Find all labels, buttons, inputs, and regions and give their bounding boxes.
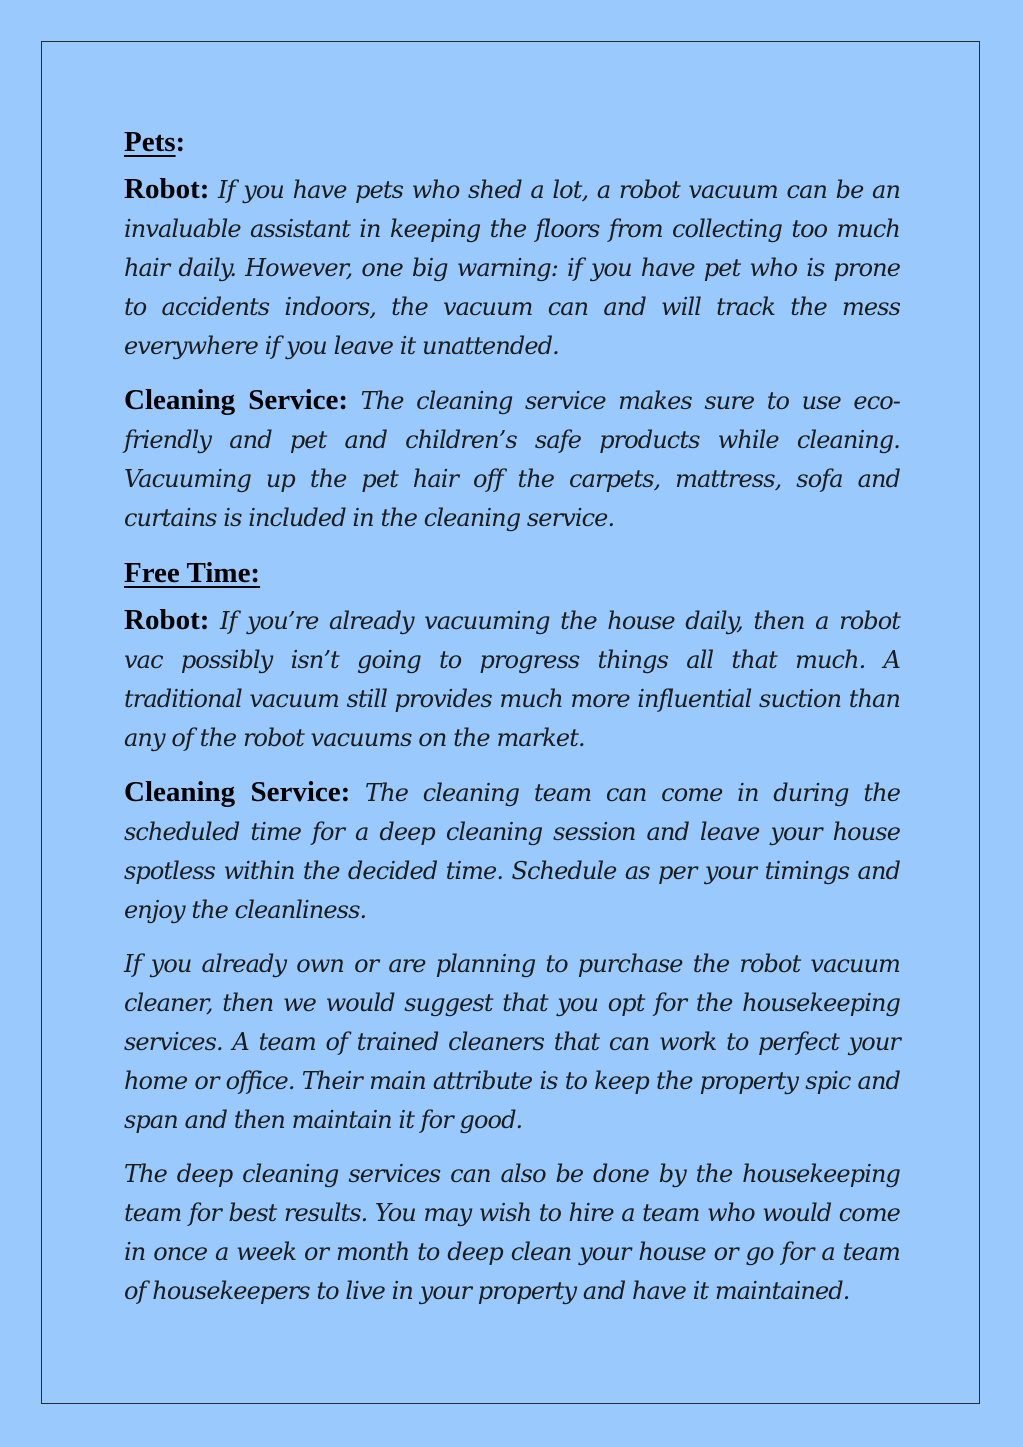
lead-label: Robot: [124,173,210,205]
paragraph-closing-2: The deep cleaning services can also be done by the housekeeping team for best results. You may wish to hire a team who would come in once a week or month to deep clean your house or go for a team of housekeepers to live in your property and have it maintained. [124,1160,900,1305]
section-heading-free-time [124,553,900,593]
heading-text: Pets [124,126,176,158]
paragraph-text: If you have pets who shed a lot, a robot vacuum can be an invaluable assistant in keeping the floors from collecting too much hair daily. However, one big warning: if you have pet who is prone to accidents indoors, the vacuum can and will track the mess everywhere if you leave it unattended. [124,176,900,360]
paragraph-pets-cleaning-service [124,381,900,538]
paragraph-text: The cleaning team can come in during the scheduled time for a deep cleaning session and leave your house spotless within the decided time. Schedule as per your timings and enjoy the cleanliness. [124,779,900,924]
paragraph-closing-1: If you already own or are planning to purchase the robot vacuum cleaner, then we would suggest that you opt for the housekeeping services. A team of trained cleaners that can work to perfect your home or office. Their main attribute is to keep the property spic and span and then maintain it for good. [124,950,900,1134]
paragraph-free-time-robot [124,601,900,758]
section-heading-pets [124,122,900,162]
document-body [124,122,900,1326]
paragraph-text: If you’re already vacuuming the house daily, then a robot vac possibly isn’t going to progress things all that much. A traditional vacuum still provides much more influential suction than any of the robot vacuums on the market. [124,607,900,752]
lead-label: Cleaning Service: [124,776,351,808]
heading-colon: : [175,126,186,158]
paragraph-pets-robot [124,170,900,366]
paragraph-free-time-cleaning-service [124,773,900,930]
lead-label: Robot: [124,604,210,636]
lead-label: Cleaning Service: [124,384,349,416]
paragraph-text: The cleaning service makes sure to use eco-friendly and pet and children’s safe products while cleaning. Vacuuming up the pet hair off the carpets, mattress, sofa and curtains is included in the cleaning service. [124,387,900,532]
heading-text: Free Time: [124,557,261,589]
